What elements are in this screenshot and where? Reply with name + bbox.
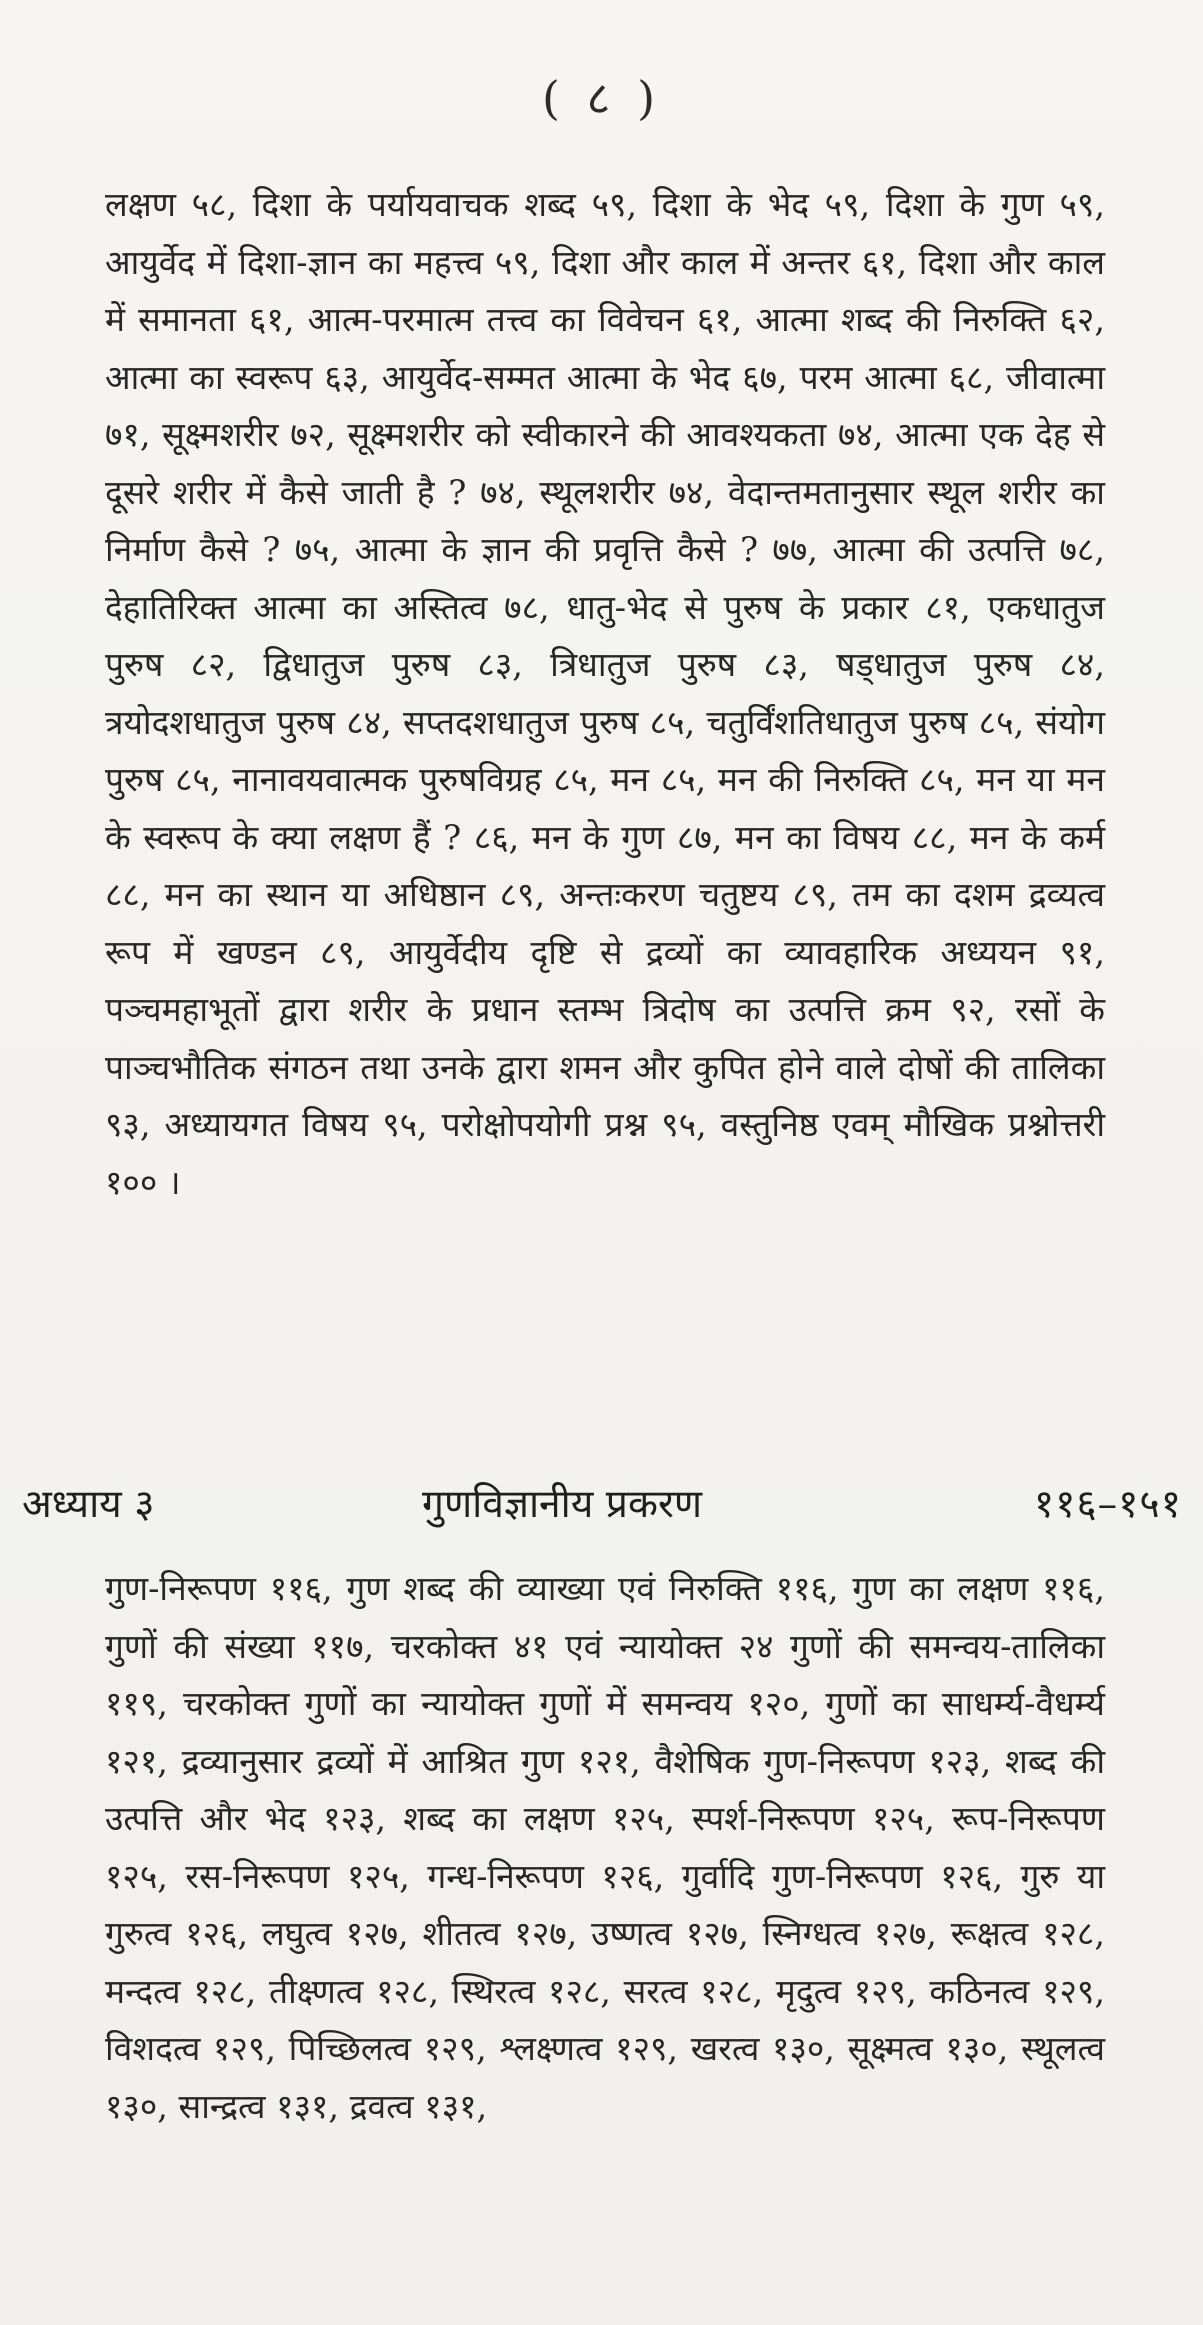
chapter-label: अध्याय ३ — [22, 1482, 155, 1527]
page-number: ( ८ ) — [541, 71, 662, 125]
chapter-heading — [22, 1470, 1182, 1540]
chapter-title: गुणविज्ञानीय प्रकरण — [422, 1482, 703, 1527]
contents-paragraph-chapter-3: गुण-निरूपण ११६, गुण शब्द की व्याख्या एवं निरुक्ति ११६, गुण का लक्षण ११६, गुणों की संख्या ११७, चरकोक्त ४१ एवं न्यायोक्त २४ गुणों की समन्वय-तालिका ११९, चरकोक्त गुणों का न्यायोक्त गुणों में समन्वय १२०, गुणों का साधर्म्य-वैधर्म्य १२१, द्रव्यानुसार द्रव्यों में आश्रित गुण १२१, वैशेषिक गुण-निरूपण १२३, शब्द की उत्पत्ति और भेद १२३, शब्द का लक्षण १२५, स्पर्श-निरूपण १२५, रूप-निरूपण १२५, रस-निरूपण १२५, गन्ध-निरूपण १२६, गुर्वादि गुण-निरूपण १२६, गुरु या गुरुत्व १२६, लघुत्व १२७, शीतत्व १२७, उष्णत्व १२७, स्निग्धत्व १२७, रूक्षत्व १२८, मन्दत्व १२८, तीक्ष्णत्व १२८, स्थिरत्व १२८, सरत्व १२८, मृदुत्व १२९, कठिनत्व १२९, विशदत्व १२९, पिच्छिलत्व १२९, श्लक्ष्णत्व १२९, खरत्व १३०, सूक्ष्मत्व १३०, स्थूलत्व १३०, सान्द्रत्व १३१, द्रवत्व १३१, — [105, 1569, 1105, 2126]
contents-paragraph-chapter-2-continued: लक्षण ५८, दिशा के पर्यायवाचक शब्द ५९, दिशा के भेद ५९, दिशा के गुण ५९, आयुर्वेद में दिशा-ज्ञान का महत्त्व ५९, दिशा और काल में अन्तर ६१, दिशा और काल में समानता ६१, आत्म-परमात्म तत्त्व का विवेचन ६१, आत्मा शब्द की निरुक्ति ६२, आत्मा का स्वरूप ६३, आयुर्वेद-सम्मत आत्मा के भेद ६७, परम आत्मा ६८, जीवात्मा ७१, सूक्ष्मशरीर ७२, सूक्ष्मशरीर को स्वीकारने की आवश्यकता ७४, आत्मा एक देह से दूसरे शरीर में कैसे जाती है ? ७४, स्थूलशरीर ७४, वेदान्तमतानुसार स्थूल शरीर का निर्माण कैसे ? ७५, आत्मा के ज्ञान की प्रवृत्ति कैसे ? ७७, आत्मा की उत्पत्ति ७८, देहातिरिक्त आत्मा का अस्तित्व ७८, धातु-भेद से पुरुष के प्रकार ८१, एकधातुज पुरुष ८२, द्विधातुज पुरुष ८३, त्रिधातुज पुरुष ८३, षड्धातुज पुरुष ८४, त्रयोदशधातुज पुरुष ८४, सप्तदशधातुज पुरुष ८५, चतुर्विंशतिधातुज पुरुष ८५, संयोग पुरुष ८५, नानावयवात्मक पुरुषविग्रह ८५, मन ८५, मन की निरुक्ति ८५, मन या मन के स्वरूप के क्या लक्षण हैं ? ८६, मन के गुण ८७, मन का विषय ८८, मन के कर्म ८८, मन का स्थान या अधिष्ठान ८९, अन्तःकरण चतुष्टय ८९, तम का दशम द्रव्यत्व रूप में खण्डन ८९, आयुर्वेदीय दृष्टि से द्रव्यों का व्यावहारिक अध्ययन ९१, पञ्चमहाभूतों द्वारा शरीर के प्रधान स्तम्भ त्रिदोष का उत्पत्ति क्रम ९२, रसों के पाञ्चभौतिक संगठन तथा उनके द्वारा शमन और कुपित होने वाले दोषों की तालिका ९३, अध्यायगत विषय ९५, परोक्षोपयोगी प्रश्न ९५, वस्तुनिष्ठ एवम् मौखिक प्रश्नोत्तरी १०० । — [105, 185, 1105, 1202]
chapter-page-range: ११६–१५१ — [1033, 1482, 1182, 1527]
